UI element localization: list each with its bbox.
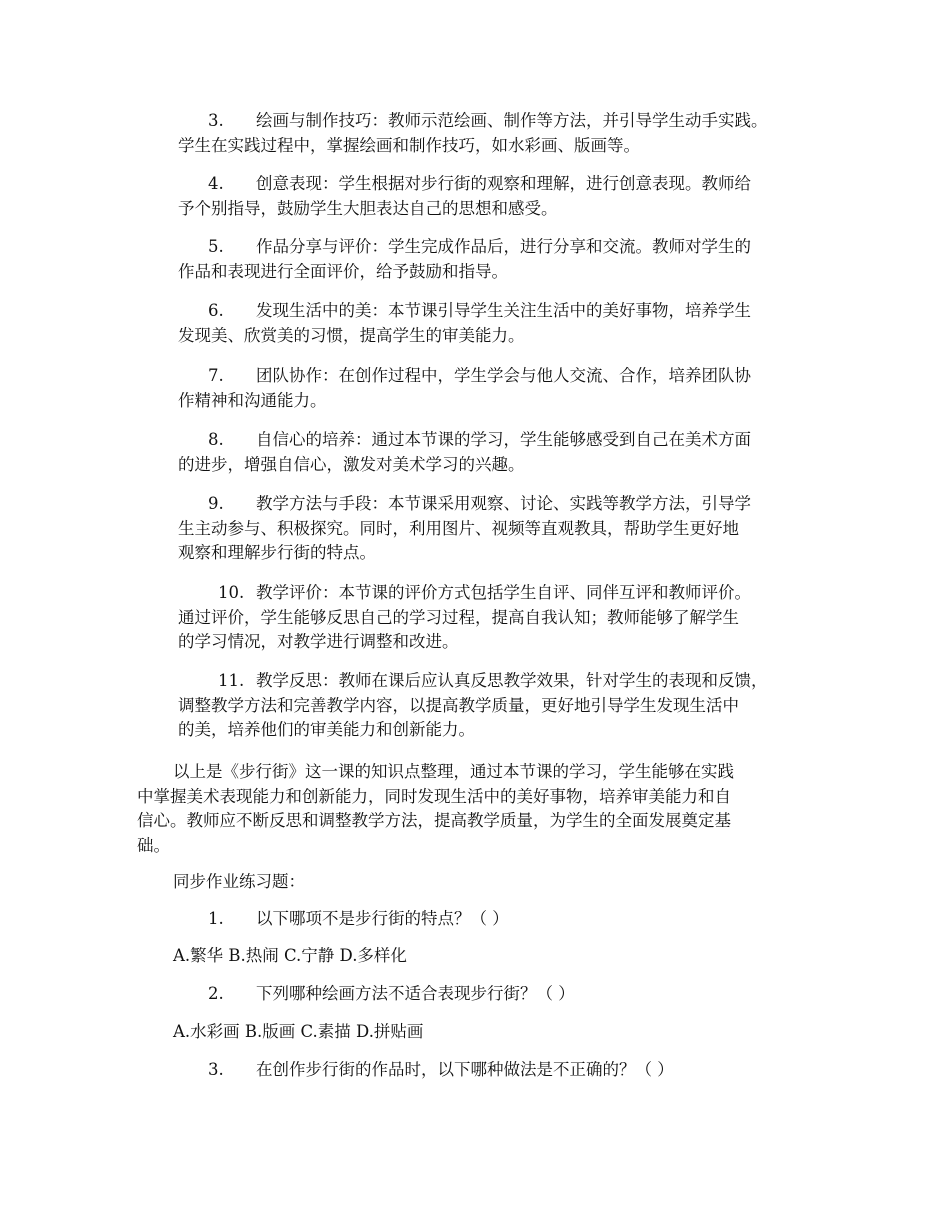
item-text: 的美，培养他们的审美能力和创新能力。: [178, 720, 475, 739]
summary-paragraph: [137, 760, 827, 858]
question: [208, 1058, 674, 1083]
item-text: 通过评价，学生能够反思自己的学习过程，提高自我认知；教师能够了解学生: [178, 607, 739, 627]
question-options: A.繁华 B.热闹 C.宁静 D.多样化: [173, 946, 407, 965]
item-text: 作品和表现进行全面评价，给予鼓励和指导。: [178, 261, 508, 281]
question-number: 1.: [208, 909, 224, 928]
list-item: [178, 299, 818, 348]
summary-line: 础。: [137, 835, 170, 855]
item-text: 生主动参与、积极探究。同时，利用图片、视频等直观教具，帮助学生更好地: [178, 518, 739, 538]
summary-line: 信心。教师应不断反思和调整教学方法，提高教学质量，为学生的全面发展奠定基: [137, 811, 731, 830]
list-item: [178, 172, 818, 221]
list-item: [178, 669, 818, 743]
item-number: 6.: [208, 301, 224, 320]
summary-line: 以上是《步行街》这一课的知识点整理，通过本节课的学习，学生能够在实践: [173, 762, 734, 781]
item-text: 的学习情况，对教学进行调整和改进。: [178, 632, 459, 651]
question: [208, 982, 575, 1007]
question-text: 在创作步行街的作品时，以下哪种做法是不正确的？（ ）: [256, 1060, 674, 1079]
item-text: 观察和理解步行街的特点。: [178, 543, 376, 562]
question-text: 下列哪种绘画方法不适合表现步行街？（ ）: [256, 984, 575, 1003]
item-number: 5.: [208, 237, 224, 256]
item-text: 调整教学方法和完善教学内容，以提高教学质量，更好地引导学生发现生活中: [178, 695, 739, 715]
list-item: [178, 581, 818, 655]
item-number: 7.: [208, 366, 224, 385]
item-number: 10.: [218, 583, 245, 602]
item-number: 9.: [208, 494, 224, 513]
item-text: 创意表现：学生根据对步行街的观察和理解，进行创意表现。教师给: [256, 174, 751, 193]
item-number: 8.: [208, 430, 224, 449]
summary-line: 中掌握美术表现能力和创新能力，同时发现生活中的美好事物，培养审美能力和自: [137, 786, 731, 806]
list-item: [178, 428, 818, 477]
item-text: 学生在实践过程中，掌握绘画和制作技巧，如水彩画、版画等。: [178, 135, 640, 155]
item-text: 教学方法与手段：本节课采用观察、讨论、实践等教学方法，引导学: [256, 494, 751, 513]
item-text: 作品分享与评价：学生完成作品后，进行分享和交流。教师对学生的: [256, 237, 751, 256]
item-number: 3.: [208, 111, 224, 130]
item-text: 自信心的培养：通过本节课的学习，学生能够感受到自己在美术方面: [256, 430, 751, 449]
exercise-heading: 同步作业练习题：: [173, 872, 305, 891]
item-number: 4.: [208, 174, 224, 193]
item-number: 11.: [218, 671, 245, 690]
item-text: 的进步，增强自信心，激发对美术学习的兴趣。: [178, 454, 525, 474]
item-text: 绘画与制作技巧：教师示范绘画、制作等方法，并引导学生动手实践。: [256, 111, 768, 130]
item-text: 发现美、欣赏美的习惯，提高学生的审美能力。: [178, 325, 525, 345]
question-options: A.水彩画 B.版画 C.素描 D.拼贴画: [173, 1022, 424, 1041]
item-text: 教学反思：教师在课后应认真反思教学效果，针对学生的表现和反馈，: [256, 671, 768, 690]
question-number: 3.: [208, 1060, 224, 1079]
list-item: [178, 109, 818, 158]
item-text: 教学评价：本节课的评价方式包括学生自评、同伴互评和教师评价。: [256, 583, 751, 602]
list-item: [178, 492, 818, 566]
item-text: 团队协作：在创作过程中，学生学会与他人交流、合作，培养团队协: [256, 366, 751, 385]
list-item: [178, 235, 818, 284]
item-text: 作精神和沟通能力。: [178, 390, 327, 410]
question-number: 2.: [208, 984, 224, 1003]
question: [208, 907, 509, 932]
item-text: 予个别指导，鼓励学生大胆表达自己的思想和感受。: [178, 198, 558, 218]
list-item: [178, 364, 818, 413]
question-text: 以下哪项不是步行街的特点？（ ）: [256, 909, 509, 928]
item-text: 发现生活中的美：本节课引导学生关注生活中的美好事物，培养学生: [256, 301, 751, 320]
